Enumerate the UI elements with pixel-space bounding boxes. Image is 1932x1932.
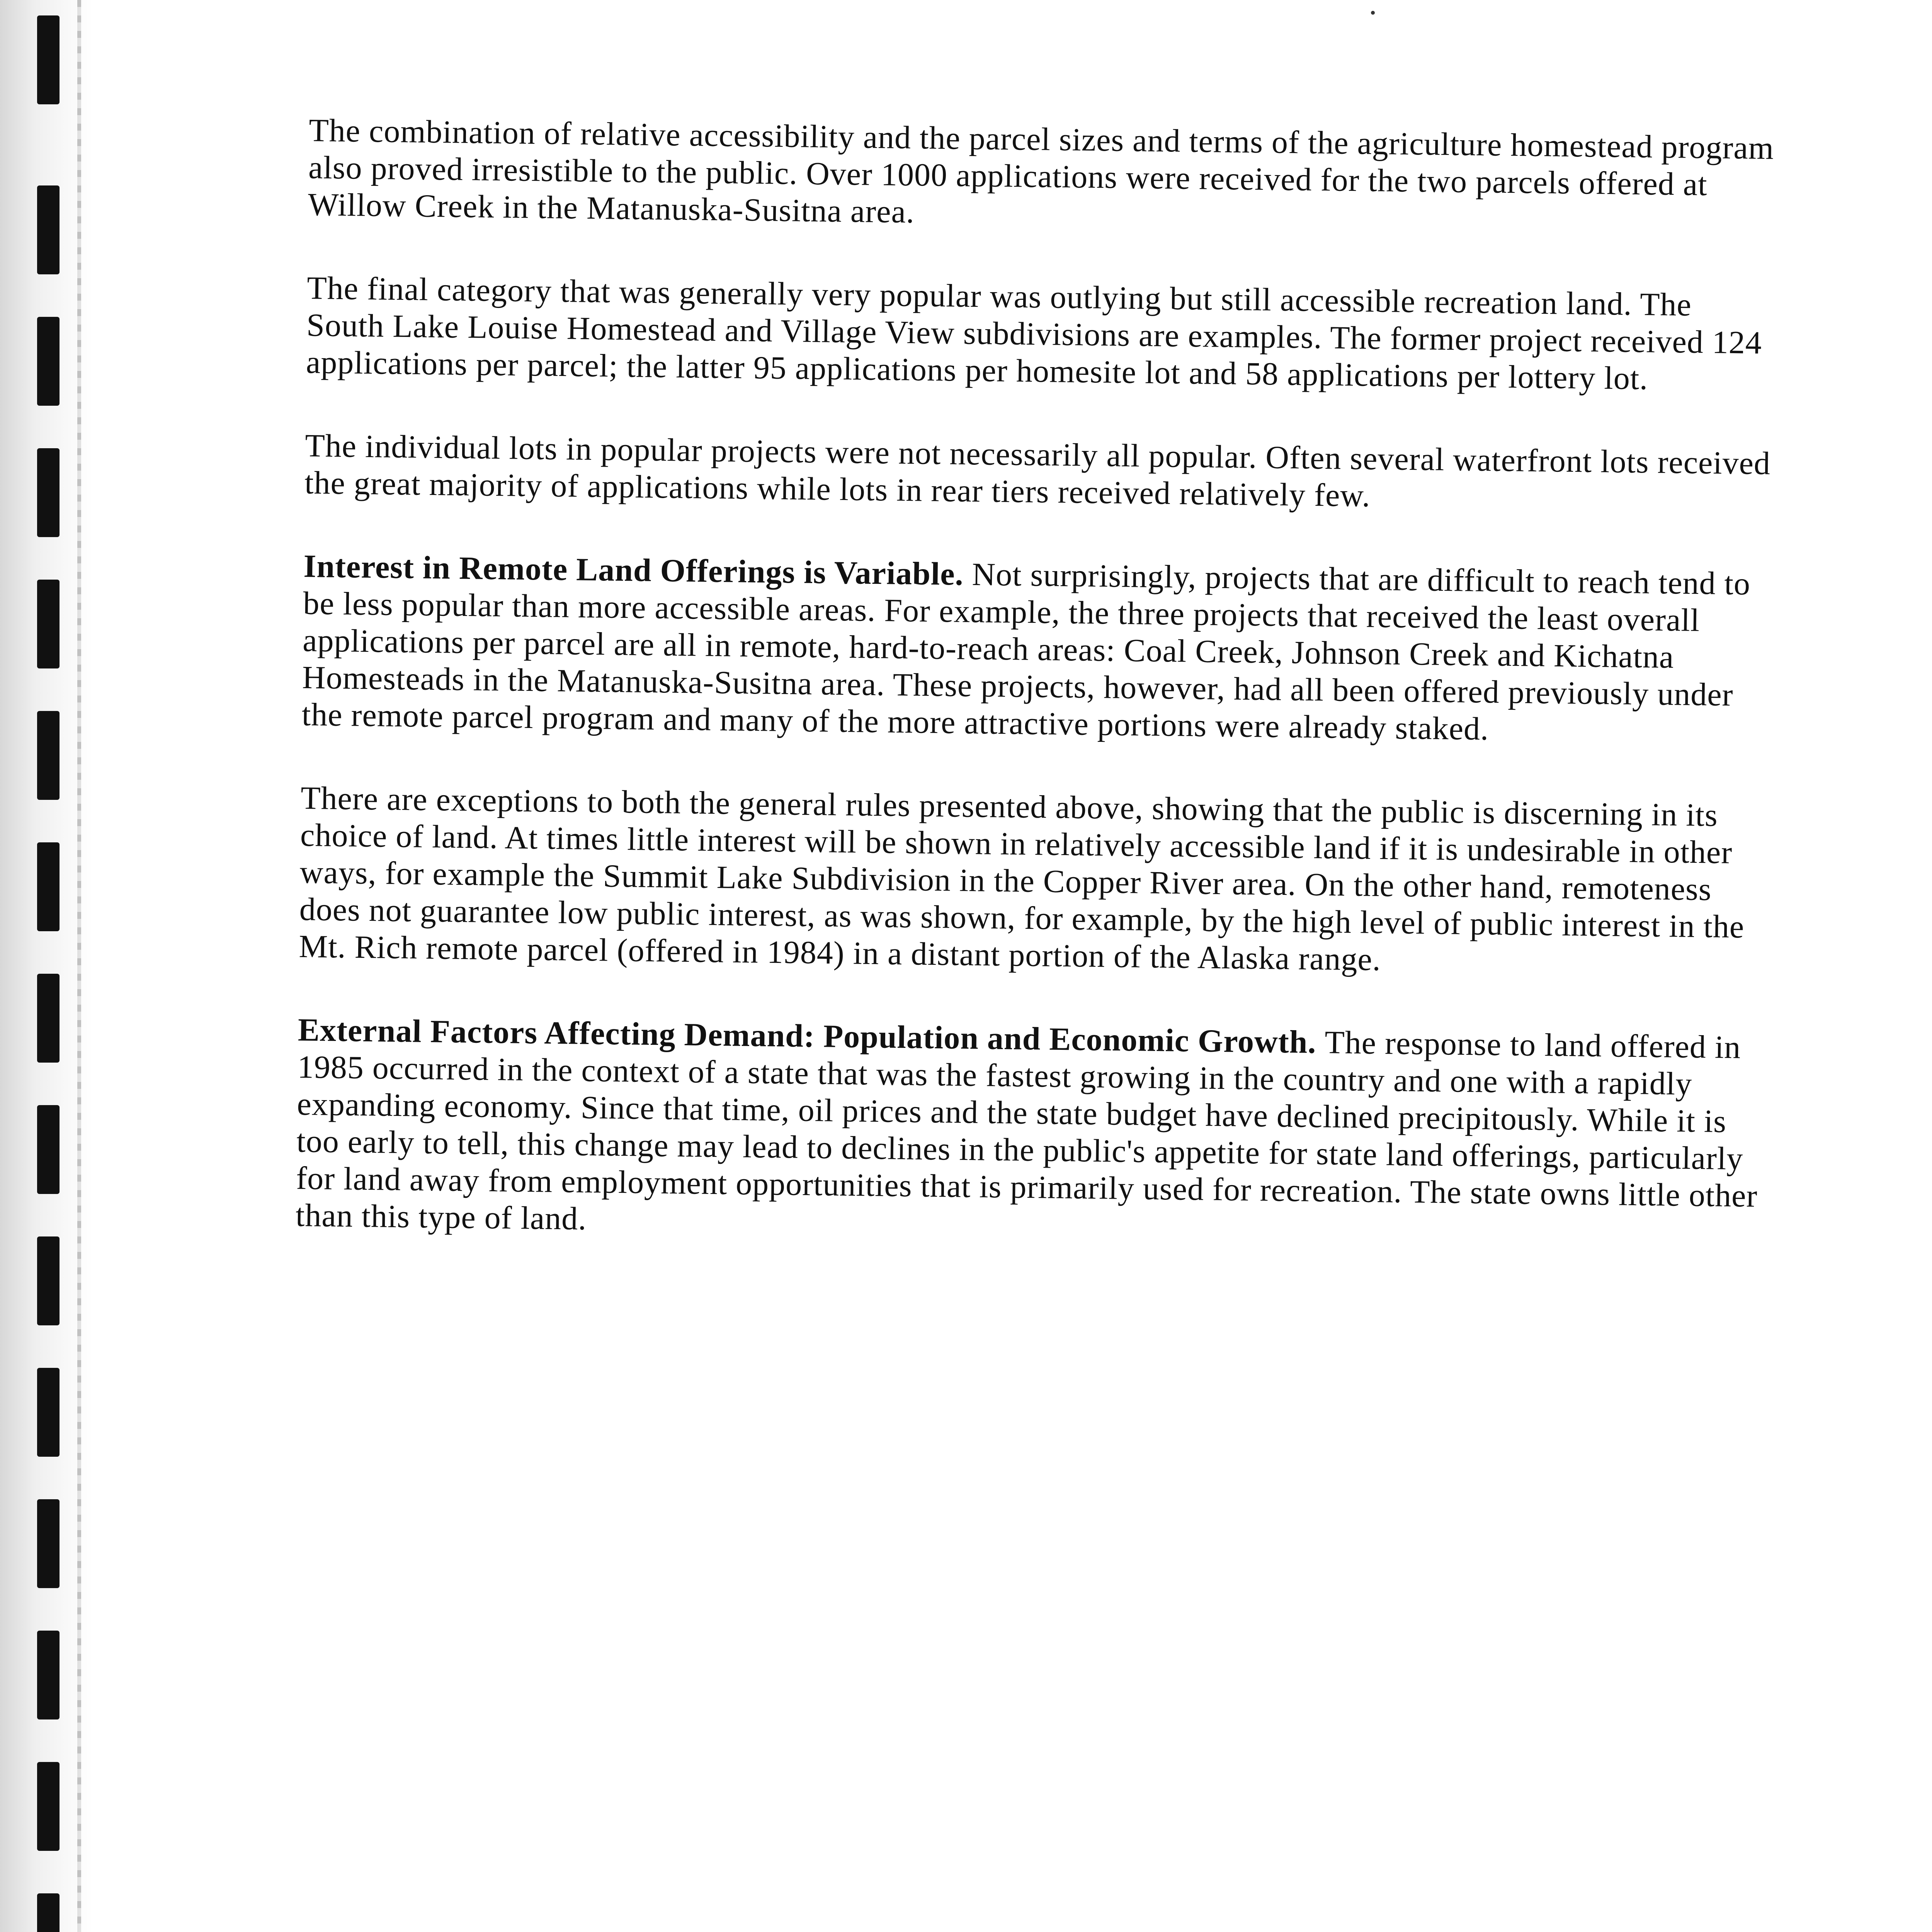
- paragraph-text: The final category that was generally very popular was outlying but still accessible recreation land. The South Lake Louise Homestead and Village View subdivisions are examples. The former project received 124 applications per parcel; the latter 95 applications per homesite lot and 58 applications per lottery lot.: [306, 270, 1762, 397]
- binding-hole: [37, 185, 60, 274]
- paragraph-text: The response to land offered in 1985 occurred in the context of a state that was the fastest growing in the country and one with a rapidly expanding economy. Since that time, oil prices and the state budget have declined precipitously. While it is too early to tell, this change may lead to declines in the public's appetite for state land offerings, particularly for land away from employment opportunities that is primarily used for recreation. The state owns little other than this type of land.: [295, 1024, 1758, 1237]
- paragraph: [301, 548, 1772, 751]
- paragraph: [296, 1012, 1767, 1252]
- paragraph-text: There are exceptions to both the general rules presented above, showing that the public is discerning in its choice of land. At times little interest will be shown in relatively accessible land if it is undesirable in other ways, for example the Summit Lake Subdivision in the Copper River area. On the other hand, remoteness does not guarantee low public interest, as was shown, for example, by the high level of public interest in the Mt. Rich remote parcel (offered in 1984) in a distant portion of the Alaska range.: [299, 780, 1745, 978]
- paragraph-text: The individual lots in popular projects were not necessarily all popular. Often several waterfront lots received the great majority of applications while lots in rear tiers received relatively few.: [304, 427, 1771, 514]
- document-body: [295, 112, 1777, 1298]
- binding-hole: [37, 1499, 60, 1588]
- binding-hole: [37, 1893, 60, 1932]
- binding-hole: [37, 580, 60, 668]
- paragraph: [308, 112, 1777, 241]
- binding-hole: [37, 711, 60, 800]
- binding-hole: [37, 1762, 60, 1851]
- binding-hole: [37, 448, 60, 537]
- scan-speck: [1371, 11, 1375, 15]
- binding-hole: [37, 1631, 60, 1719]
- scan-binding-strip: [0, 0, 93, 1932]
- binding-edge: [77, 0, 81, 1932]
- paragraph-text: Not surprisingly, projects that are difficult to reach tend to be less popular than more accessible areas. For example, the three projects that received the least overall applications per parcel are all in remote, hard-to-reach areas: Coal Creek, Johnson Creek and Kichatna Homesteads in the Matanuska-Susitna area. These projects, however, had all been offered previously under the remote parcel program and many of the more attractive portions were already staked.: [301, 556, 1751, 747]
- paragraph-heading: Interest in Remote Land Offerings is Variable.: [303, 548, 973, 593]
- paragraph-text: The combination of relative accessibility and the parcel sizes and terms of the agriculture homestead program also proved irresistible to the public. Over 1000 applications were received for the two parcels offered at Willow Creek in the Matanuska-Susitna area.: [308, 112, 1774, 230]
- binding-hole: [37, 842, 60, 931]
- binding-hole: [37, 15, 60, 104]
- binding-hole: [37, 974, 60, 1063]
- binding-hole: [37, 1236, 60, 1325]
- paragraph: [299, 780, 1769, 983]
- paragraph: [304, 427, 1774, 519]
- binding-hole: [37, 1368, 60, 1457]
- paragraph-heading: External Factors Affecting Demand: Population and Economic Growth.: [298, 1012, 1325, 1061]
- binding-hole: [37, 317, 60, 406]
- binding-hole: [37, 1105, 60, 1194]
- paragraph: [306, 270, 1775, 399]
